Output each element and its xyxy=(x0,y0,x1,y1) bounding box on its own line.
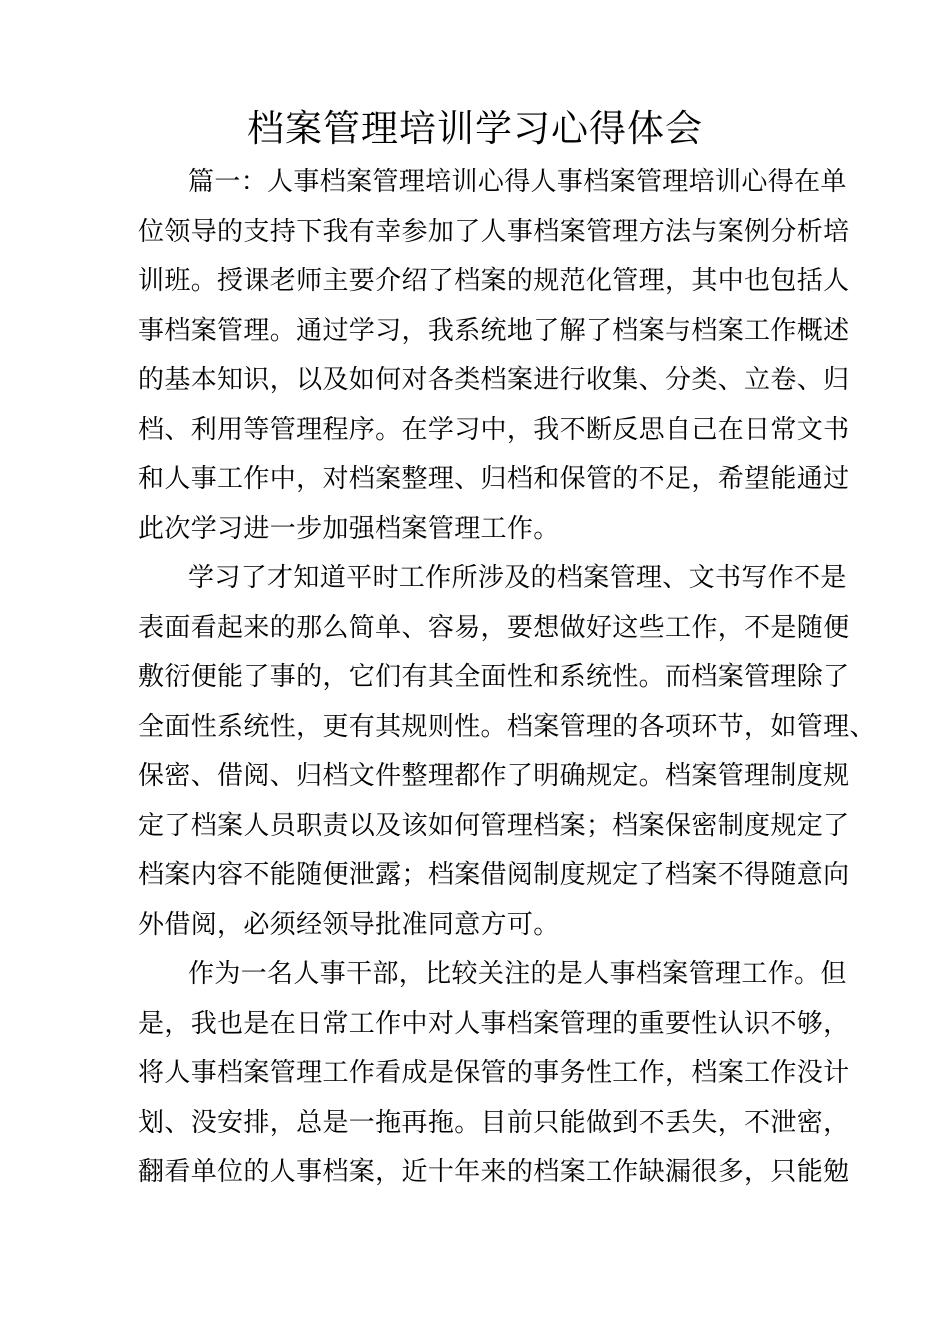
document-title: 档案管理培训学习心得体会 xyxy=(247,107,703,150)
text-line: 档、利用等管理程序。在学习中，我不断反思自己在日常文书 xyxy=(138,414,850,445)
text-line: 划、没安排，总是一拖再拖。目前只能做到不丢失，不泄密， xyxy=(138,1107,850,1138)
text-line: 学习了才知道平时工作所涉及的档案管理、文书写作不是 xyxy=(188,563,847,593)
text-line: 敷衍便能了事的，它们有其全面性和系统性。而档案管理除了 xyxy=(138,662,850,692)
text-line: 此次学习进一步加强档案管理工作。 xyxy=(138,513,560,544)
text-line: 全面性系统性，更有其规则性。档案管理的各项环节，如管理、 xyxy=(138,711,876,742)
text-line: 保密、借阅、归档文件整理都作了明确规定。档案管理制度规 xyxy=(138,761,850,791)
text-line: 外借阅，必须经领导批准同意方可。 xyxy=(138,909,560,940)
text-line: 的基本知识，以及如何对各类档案进行收集、分类、立卷、归 xyxy=(138,365,850,395)
text-line: 档案内容不能随便泄露；档案借阅制度规定了档案不得随意向 xyxy=(138,860,850,890)
text-line: 训班。授课老师主要介绍了档案的规范化管理，其中也包括人 xyxy=(138,266,850,296)
text-line: 翻看单位的人事档案，近十年来的档案工作缺漏很多，只能勉 xyxy=(138,1157,850,1187)
text-line: 表面看起来的那么简单、容易，要想做好这些工作，不是随便 xyxy=(138,612,850,643)
text-line: 将人事档案管理工作看成是保管的事务性工作，档案工作没计 xyxy=(138,1058,850,1088)
text-line: 篇一：人事档案管理培训心得人事档案管理培训心得在单 xyxy=(188,167,847,197)
text-line: 作为一名人事干部，比较关注的是人事档案管理工作。但 xyxy=(188,959,847,989)
text-line: 是，我也是在日常工作中对人事档案管理的重要性认识不够， xyxy=(138,1008,850,1039)
document-body xyxy=(138,158,876,1198)
text-line: 位领导的支持下我有幸参加了人事档案管理方法与案例分析培 xyxy=(138,216,850,247)
text-line: 和人事工作中，对档案整理、归档和保管的不足，希望能通过 xyxy=(138,464,850,494)
text-line: 定了档案人员职责以及该如何管理档案；档案保密制度规定了 xyxy=(138,810,850,841)
text-line: 事档案管理。通过学习，我系统地了解了档案与档案工作概述 xyxy=(138,315,850,346)
